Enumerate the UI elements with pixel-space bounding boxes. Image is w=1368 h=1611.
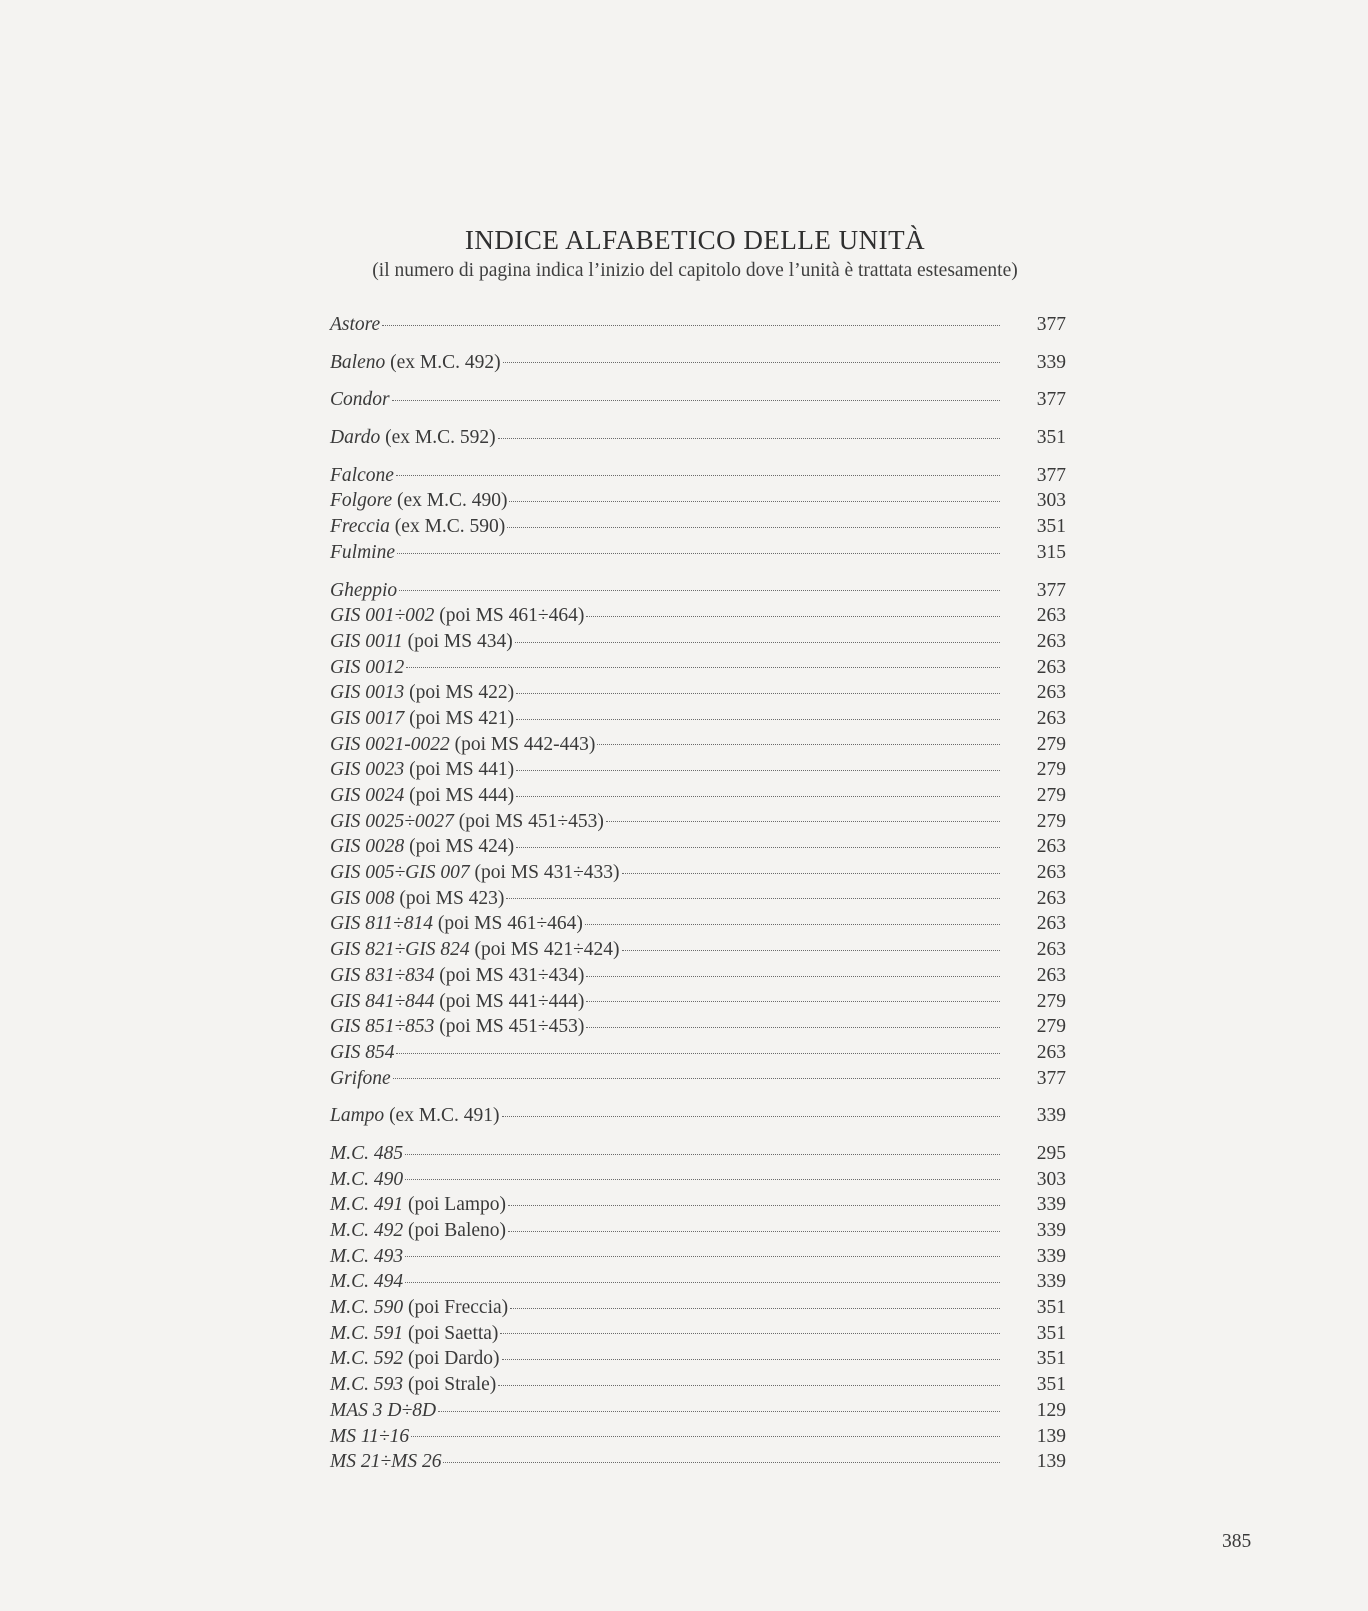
entry-label [330,312,380,338]
dot-leader [508,1205,1000,1206]
index-entry [330,911,1066,937]
entry-label [330,655,404,681]
index-entry [330,514,1066,540]
entry-name: M.C. 592 [330,1348,404,1370]
dot-leader [585,924,1000,925]
index-entry [330,655,1066,681]
entry-note: (poi Freccia) [403,1297,509,1319]
index-entry [330,1244,1066,1270]
index-entry [330,1321,1066,1347]
entry-label [330,706,514,732]
entry-name: GIS 0025÷0027 [330,810,454,832]
entry-name: GIS 811÷814 [330,913,433,935]
entry-label [330,1014,584,1040]
entry-note: (poi MS 434) [402,630,513,652]
index-entry [330,1346,1066,1372]
entry-name: GIS 851÷853 [330,1016,435,1038]
entry-label [330,886,504,912]
entry-note: (poi MS 441÷444) [434,990,585,1012]
entry-label [330,680,514,706]
dot-leader [498,438,1000,439]
entry-name: GIS 008 [330,887,395,909]
entry-page-number: 263 [1036,630,1066,652]
entry-name: GIS 0024 [330,785,405,806]
entry-label [330,350,501,376]
index-entry [330,1014,1066,1040]
entry-note: (poi Dardo) [403,1348,500,1370]
index-entry [330,809,1066,835]
index-entry [330,312,1066,338]
entry-name: M.C. 590 [330,1297,404,1319]
entry-name: Astore [330,314,381,335]
entry-note: (ex M.C. 490) [392,490,508,512]
index-entry [330,1103,1066,1129]
entry-label [330,1372,496,1398]
entry-page-number: 263 [1036,656,1066,678]
dot-leader [411,1436,1000,1437]
entry-page-number: 295 [1036,1142,1066,1164]
dot-leader [516,796,1000,797]
dot-leader [406,667,1000,668]
index-entry [330,680,1066,706]
page-title: INDICE ALFABETICO DELLE UNITÀ [464,225,926,255]
entry-note: (poi MS 442-443) [449,733,596,755]
index-entry [330,732,1066,758]
entry-label [330,1424,409,1450]
dot-leader [382,325,1000,326]
entry-page-number: 303 [1036,490,1066,512]
entry-name: Gheppio [330,579,398,601]
index-entry [330,989,1066,1015]
entry-note: (poi Lampo) [403,1194,507,1216]
dot-leader [393,1078,1000,1079]
entry-name: GIS 0023 [330,759,405,781]
entry-label [330,1449,441,1475]
entry-note: (poi MS 422) [404,682,515,704]
entry-page-number: 339 [1036,1194,1066,1216]
dot-leader [516,847,1000,848]
entry-name: GIS 0011 [330,630,403,652]
entry-page-number: 351 [1036,427,1066,449]
entry-label [330,1269,403,1295]
entry-name: M.C. 490 [330,1168,404,1190]
entry-label [330,425,496,451]
entry-name: Dardo [330,427,381,449]
entry-page-number: 351 [1036,1297,1066,1319]
entry-name: M.C. 492 [330,1220,404,1241]
entry-name: M.C. 591 [330,1322,404,1344]
dot-leader [509,501,1000,502]
entry-note: (ex M.C. 590) [389,516,506,538]
page-number: 385 [1222,1531,1252,1552]
index-entry [330,1398,1066,1424]
entry-label [330,1321,498,1347]
dot-leader [399,590,1000,591]
entry-note: (poi MS 421÷424) [469,939,620,961]
index-entry [330,860,1066,886]
dot-leader [392,400,1000,401]
index-entry [330,1372,1066,1398]
entry-page-number: 129 [1036,1399,1066,1421]
entry-name: M.C. 491 [330,1194,404,1216]
dot-leader [506,898,1000,899]
entry-label [330,757,514,783]
dot-leader [515,642,1000,643]
index-entry [330,1449,1066,1475]
entry-label [330,1244,403,1270]
entry-page-number: 377 [1036,579,1066,601]
index-entry [330,463,1066,489]
dot-leader [502,1116,1000,1117]
entry-name: Freccia [330,516,390,538]
index-entry [330,387,1066,413]
entry-note: (poi MS 421) [404,707,515,729]
dot-leader [622,873,1000,874]
entry-name: GIS 005÷GIS 007 [330,862,470,884]
index-entry [330,886,1066,912]
entry-page-number: 303 [1036,1168,1066,1190]
entry-name: Baleno [330,351,386,373]
dot-leader [586,976,1000,977]
entry-note: (poi MS 441) [404,759,515,781]
entry-page-number: 279 [1036,733,1066,755]
entry-page-number: 263 [1036,887,1066,909]
index-entry [330,1218,1066,1244]
index-entry [330,834,1066,860]
index-list [330,312,1066,1475]
index-entry [330,963,1066,989]
entry-label [330,463,394,489]
dot-leader [510,1308,1000,1309]
entry-label [330,1103,500,1129]
entry-page-number: 263 [1036,605,1066,627]
dot-leader [397,553,1000,554]
entry-page-number: 263 [1036,707,1066,729]
entry-name: GIS 841÷844 [330,990,435,1012]
entry-name: GIS 0013 [330,682,405,704]
entry-name: GIS 821÷GIS 824 [330,939,470,961]
entry-page-number: 279 [1036,785,1066,806]
entry-page-number: 339 [1036,351,1066,373]
entry-name: GIS 0012 [330,656,405,678]
dot-leader [405,1256,1000,1257]
entry-page-number: 279 [1036,810,1066,832]
index-entry [330,783,1066,809]
entry-label [330,732,595,758]
entry-page-number: 339 [1036,1220,1066,1241]
dot-leader [586,1027,1000,1028]
entry-label [330,629,513,655]
dot-leader [503,362,1000,363]
index-entry [330,1424,1066,1450]
entry-label [330,603,584,629]
entry-label [330,783,514,809]
entry-name: Falcone [330,464,394,486]
entry-note: (poi Baleno) [403,1220,507,1241]
entry-note: (poi MS 451÷453) [453,810,604,832]
entry-label [330,1066,391,1092]
entry-note: (poi MS 461÷464) [434,605,585,627]
entry-label [330,809,604,835]
index-entry [330,1192,1066,1218]
entry-label [330,540,395,566]
entry-note: (poi MS 424) [404,836,515,858]
entry-name: M.C. 493 [330,1245,404,1267]
entry-label [330,834,514,860]
entry-page-number: 279 [1036,759,1066,781]
entry-note: (poi MS 431÷434) [434,964,585,986]
entry-name: GIS 831÷834 [330,964,435,986]
entry-name: GIS 001÷002 [330,605,435,627]
entry-label [330,1346,500,1372]
entry-page-number: 279 [1036,990,1066,1012]
index-entry [330,937,1066,963]
dot-leader [396,1053,1000,1054]
entry-label [330,514,505,540]
index-entry [330,629,1066,655]
index-entry [330,1295,1066,1321]
entry-note: (poi MS 451÷453) [434,1016,585,1038]
entry-label [330,1192,506,1218]
dot-leader [438,1411,1000,1412]
entry-page-number: 263 [1036,862,1066,884]
entry-note: (poi Strale) [403,1374,497,1396]
entry-page-number: 377 [1036,464,1066,486]
index-entry [330,425,1066,451]
entry-label [330,937,620,963]
index-entry [330,706,1066,732]
entry-page-number: 263 [1036,964,1066,986]
entry-page-number: 377 [1036,1067,1066,1089]
entry-page-number: 351 [1036,516,1066,538]
entry-label [330,578,397,604]
entry-name: MAS 3 D÷8D [330,1399,437,1421]
dot-leader [516,693,1000,694]
entry-name: Lampo [330,1105,385,1127]
entry-note: (poi MS 431÷433) [469,862,620,884]
index-entry [330,1141,1066,1167]
entry-label [330,1040,394,1066]
dot-leader [500,1333,1000,1334]
entry-name: Folgore [330,490,393,512]
dot-leader [606,821,1000,822]
entry-page-number: 377 [1036,389,1066,411]
index-entry [330,1167,1066,1193]
index-entry [330,350,1066,376]
entry-label [330,989,584,1015]
entry-name: Grifone [330,1067,391,1089]
entry-label [330,911,583,937]
entry-name: M.C. 485 [330,1142,404,1164]
entry-page-number: 351 [1036,1322,1066,1344]
entry-label [330,488,507,514]
entry-name: GIS 0017 [330,707,405,729]
entry-name: GIS 0028 [330,836,405,858]
entry-name: GIS 0021-0022 [330,733,450,755]
entry-label [330,1141,403,1167]
entry-page-number: 139 [1036,1425,1066,1447]
dot-leader [622,950,1000,951]
index-entry [330,540,1066,566]
entry-note: (poi MS 461÷464) [432,913,583,935]
dot-leader [443,1462,1000,1463]
dot-leader [405,1179,1000,1180]
entry-note: (ex M.C. 492) [385,351,501,373]
entry-label [330,1398,436,1424]
entry-page-number: 339 [1036,1105,1066,1127]
entry-note: (poi MS 444) [404,785,515,806]
entry-label [330,860,620,886]
index-entry [330,578,1066,604]
entry-name: GIS 854 [330,1041,395,1063]
dot-leader [507,527,1000,528]
entry-page-number: 263 [1036,913,1066,935]
entry-page-number: 139 [1036,1451,1066,1473]
entry-page-number: 263 [1036,682,1066,704]
dot-leader [586,616,1000,617]
entry-name: MS 21÷MS 26 [330,1451,442,1473]
dot-leader [405,1282,1000,1283]
dot-leader [502,1359,1000,1360]
entry-name: Fulmine [330,541,395,563]
entry-label [330,1295,508,1321]
dot-leader [405,1154,1000,1155]
entry-page-number: 263 [1036,1041,1066,1063]
dot-leader [508,1231,1000,1232]
entry-page-number: 263 [1036,939,1066,961]
dot-leader [516,719,1000,720]
dot-leader [396,475,1000,476]
entry-note: (poi Saetta) [403,1322,499,1344]
entry-page-number: 339 [1036,1271,1066,1293]
entry-page-number: 339 [1036,1245,1066,1267]
entry-label [330,1167,403,1193]
index-entry [330,603,1066,629]
dot-leader [597,744,1000,745]
entry-page-number: 263 [1036,836,1066,858]
entry-note: (poi MS 423) [394,887,505,909]
entry-page-number: 315 [1036,541,1066,563]
entry-label [330,963,584,989]
entry-note: (ex M.C. 491) [384,1105,500,1127]
page-subtitle: (il numero di pagina indica l’inizio del capitolo dove l’unità è trattata estesamente) [372,260,1018,281]
entry-name: M.C. 494 [330,1271,404,1293]
index-entry [330,488,1066,514]
index-entry [330,757,1066,783]
entry-name: Condor [330,389,390,411]
dot-leader [516,770,1000,771]
entry-name: M.C. 593 [330,1374,404,1396]
entry-name: MS 11÷16 [330,1425,410,1447]
entry-page-number: 351 [1036,1348,1066,1370]
index-entry [330,1269,1066,1295]
dot-leader [498,1385,1000,1386]
dot-leader [586,1001,1000,1002]
entry-page-number: 377 [1036,314,1066,335]
entry-label [330,387,390,413]
entry-label [330,1218,506,1244]
entry-note: (ex M.C. 592) [380,427,496,449]
entry-page-number: 279 [1036,1016,1066,1038]
entry-page-number: 351 [1036,1374,1066,1396]
index-entry [330,1066,1066,1092]
index-entry [330,1040,1066,1066]
